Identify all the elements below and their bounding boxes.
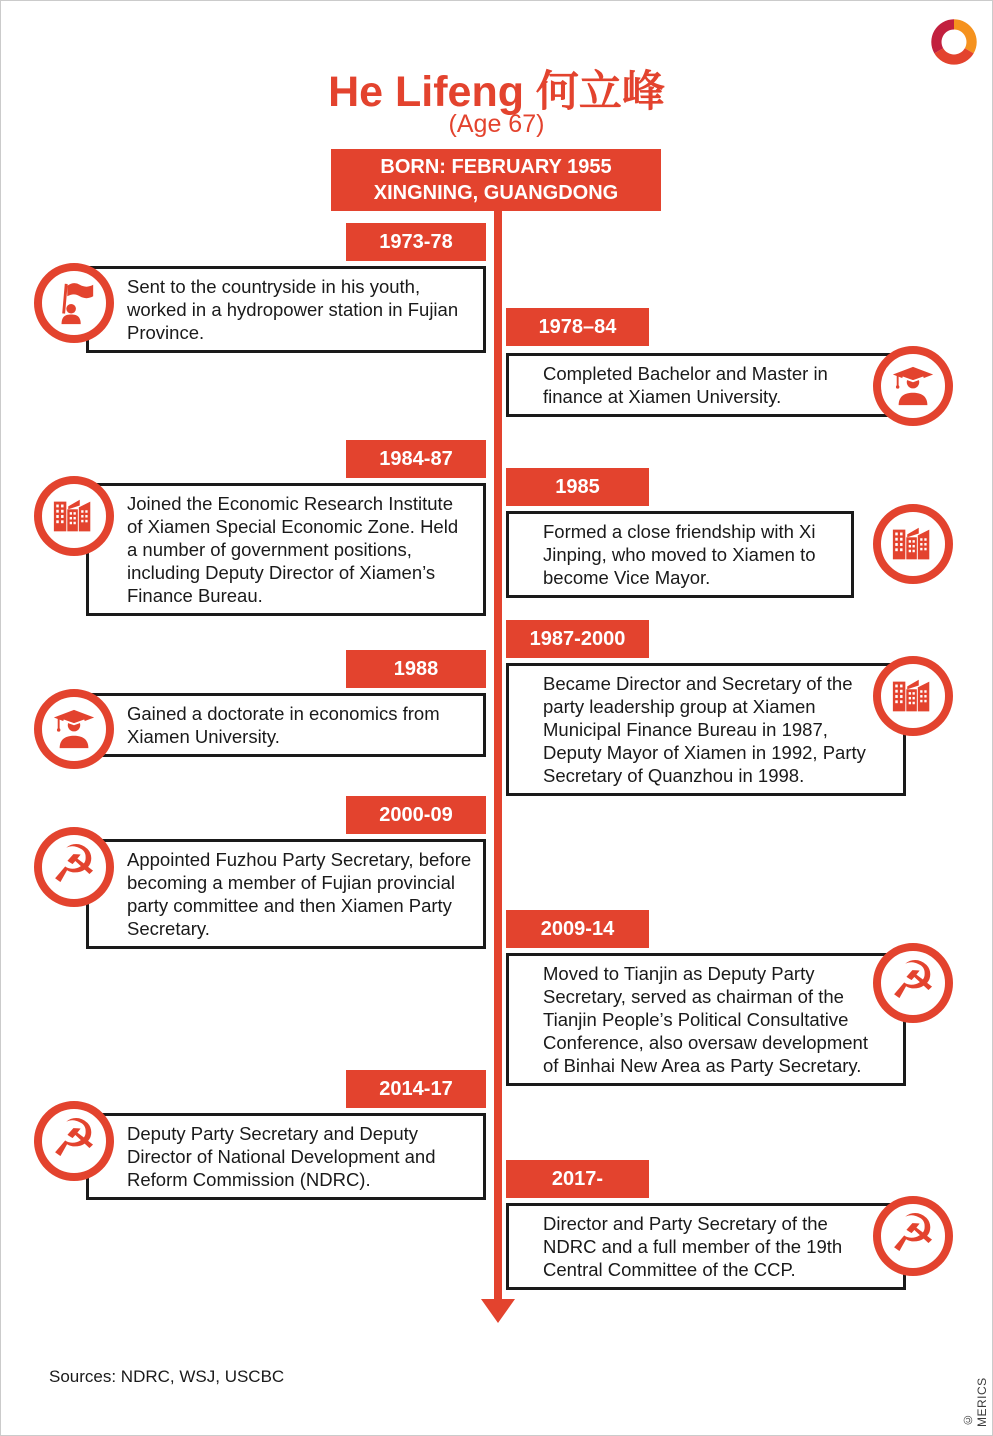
entry-text: Sent to the countryside in his youth, worked in a hydropower station in Fujian Province. — [86, 266, 486, 353]
copyright-note: © MERICS — [961, 1377, 989, 1427]
born-line1: BORN: FEBRUARY 1955 — [380, 156, 612, 178]
entry-text: Became Director and Secretary of the party leadership group at Xiamen Municipal Finance Bureau in 1987, Deputy Mayor of Xiamen in 1992, Party Secretary of Quanzhou in 1998. — [506, 663, 906, 796]
date-badge: 1987-2000 — [506, 620, 649, 658]
date-badge: 2014-17 — [346, 1070, 486, 1108]
entry-text: Moved to Tianjin as Deputy Party Secretary, served as chairman of the Tianjin People’s Political Consultative Conference, also oversaw development of Binhai New Area as Party Secretary. — [506, 953, 906, 1086]
date-badge: 1978–84 — [506, 308, 649, 346]
page-title: He Lifeng 何立峰 — [328, 68, 665, 116]
timeline-axis — [494, 211, 502, 1303]
entry-text: Completed Bachelor and Master in finance at Xiamen University. — [506, 353, 891, 417]
flag-bearer-icon — [34, 263, 114, 343]
hammer-sickle-icon: ☭ — [873, 1196, 953, 1276]
hammer-sickle-icon: ☭ — [34, 827, 114, 907]
hammer-sickle-icon: ☭ — [873, 943, 953, 1023]
born-line2: XINGNING, GUANGDONG — [373, 182, 619, 204]
entry-text: Deputy Party Secretary and Deputy Director of National Development and Reform Commission (NDRC). — [86, 1113, 486, 1200]
hammer-sickle-icon: ☭ — [34, 1101, 114, 1181]
sources-note: Sources: NDRC, WSJ, USCBC — [49, 1367, 285, 1386]
date-badge: 2017- — [506, 1160, 649, 1198]
entry-text: Formed a close friendship with Xi Jinping, who moved to Xiamen to become Vice Mayor. — [506, 511, 854, 598]
graduate-icon — [873, 346, 953, 426]
date-badge: 1985 — [506, 468, 649, 506]
entry-text: Appointed Fuzhou Party Secretary, before becoming a member of Fujian provincial party committee and then Xiamen Party Secretary. — [86, 839, 486, 949]
graduate-icon — [34, 689, 114, 769]
date-badge: 2009-14 — [506, 910, 649, 948]
buildings-icon — [873, 656, 953, 736]
buildings-icon — [873, 504, 953, 584]
date-badge: 2000-09 — [346, 796, 486, 834]
entry-text: Director and Party Secretary of the NDRC and a full member of the 19th Central Committee of the CCP. — [506, 1203, 906, 1290]
date-badge: 1973-78 — [346, 223, 486, 261]
entry-text: Gained a doctorate in economics from Xiamen University. — [86, 693, 486, 757]
date-badge: 1988 — [346, 650, 486, 688]
entry-text: Joined the Economic Research Institute of Xiamen Special Economic Zone. Held a number of government positions, including Deputy Director of Xiamen’s Finance Bureau. — [86, 483, 486, 616]
page-subtitle: (Age 67) — [448, 110, 545, 138]
date-badge: 1984-87 — [346, 440, 486, 478]
buildings-icon — [34, 476, 114, 556]
born-box — [331, 149, 661, 211]
timeline-arrowhead-icon — [481, 1299, 515, 1323]
